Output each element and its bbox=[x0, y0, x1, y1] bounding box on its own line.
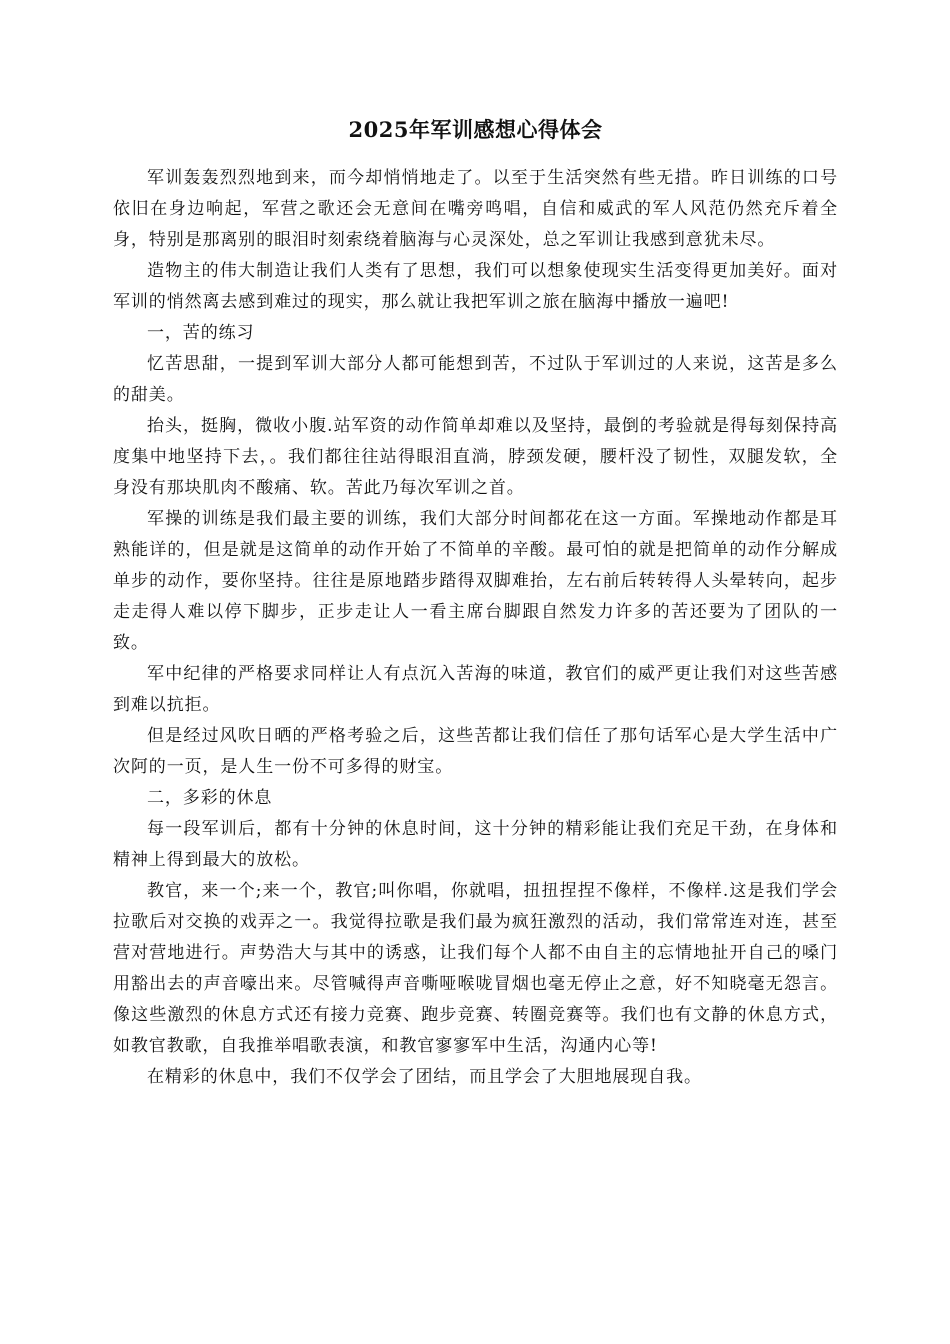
paragraph: 忆苦思甜，一提到军训大部分人都可能想到苦，不过队于军训过的人来说，这苦是多么的甜美。 bbox=[113, 354, 838, 405]
paragraph: 军操的训练是我们最主要的训练，我们大部分时间都花在这一方面。军操地动作都是耳熟能详的，但是就是这简单的动作开始了不简单的辛酸。最可怕的就是把简单的动作分解成单步的动作，要你坚持。往往是原地踏步踏得双脚难抬，左右前后转转得人头晕转向，起步走走得人难以停下脚步，正步走让人一看主席台脚跟自然发力许多的苦还要为了团队的一致。 bbox=[113, 509, 838, 653]
paragraph: 军中纪律的严格要求同样让人有点沉入苦海的味道，教官们的威严更让我们对这些苦感到难以抗拒。 bbox=[113, 664, 838, 715]
document-title: 2025年军训感想心得体会 bbox=[348, 117, 603, 142]
document-body bbox=[113, 114, 838, 1093]
paragraph: 抬头，挺胸，微收小腹.站军资的动作简单却难以及坚持，最倒的考验就是得每刻保持高度集中地坚持下去，。我们都往往站得眼泪直淌，脖颈发硬，腰杆没了韧性，双腿发软，全身没有那块肌肉不酸痛、软。苦此乃每次军训之首。 bbox=[113, 416, 838, 498]
paragraph: 在精彩的休息中，我们不仅学会了团结，而且学会了大胆地展现自我。 bbox=[147, 1067, 702, 1087]
section-heading: 一，苦的练习 bbox=[147, 323, 255, 343]
paragraph: 军训轰轰烈烈地到来，而今却悄悄地走了。以至于生活突然有些无措。昨日训练的口号依旧在身边响起，军营之歌还会无意间在嘴旁鸣唱，自信和威武的军人风范仍然充斥着全身，特别是那离别的眼泪时刻索绕着脑海与心灵深处，总之军训让我感到意犹未尽。 bbox=[113, 168, 838, 250]
paragraph: 每一段军训后，都有十分钟的休息时间，这十分钟的精彩能让我们充足干劲，在身体和精神上得到最大的放松。 bbox=[113, 819, 838, 870]
paragraph: 但是经过风吹日晒的严格考验之后，这些苦都让我们信任了那句话军心是大学生活中广次阿的一页，是人生一份不可多得的财宝。 bbox=[113, 726, 838, 777]
paragraph: 教官，来一个;来一个，教官;叫你唱，你就唱，扭扭捏捏不像样，不像样.这是我们学会拉歌后对交换的戏弄之一。我觉得拉歌是我们最为疯狂激烈的活动，我们常常连对连，甚至营对营地进行。声势浩大与其中的诱惑，让我们每个人都不由自主的忘情地扯开自己的嗓门用豁出去的声音嚎出来。尽管喊得声音嘶哑喉咙冒烟也毫无停止之意，好不知晓毫无怨言。像这些激烈的休息方式还有接力竞赛、跑步竞赛、转圈竞赛等。我们也有文静的休息方式，如教官教歌，自我推举唱歌表演，和教官寥寥军中生活，沟通内心等! bbox=[113, 881, 838, 1056]
section-heading: 二，多彩的休息 bbox=[147, 788, 273, 808]
paragraph: 造物主的伟大制造让我们人类有了思想，我们可以想象使现实生活变得更加美好。面对军训的悄然离去感到难过的现实，那么就让我把军训之旅在脑海中播放一遍吧! bbox=[113, 261, 838, 312]
